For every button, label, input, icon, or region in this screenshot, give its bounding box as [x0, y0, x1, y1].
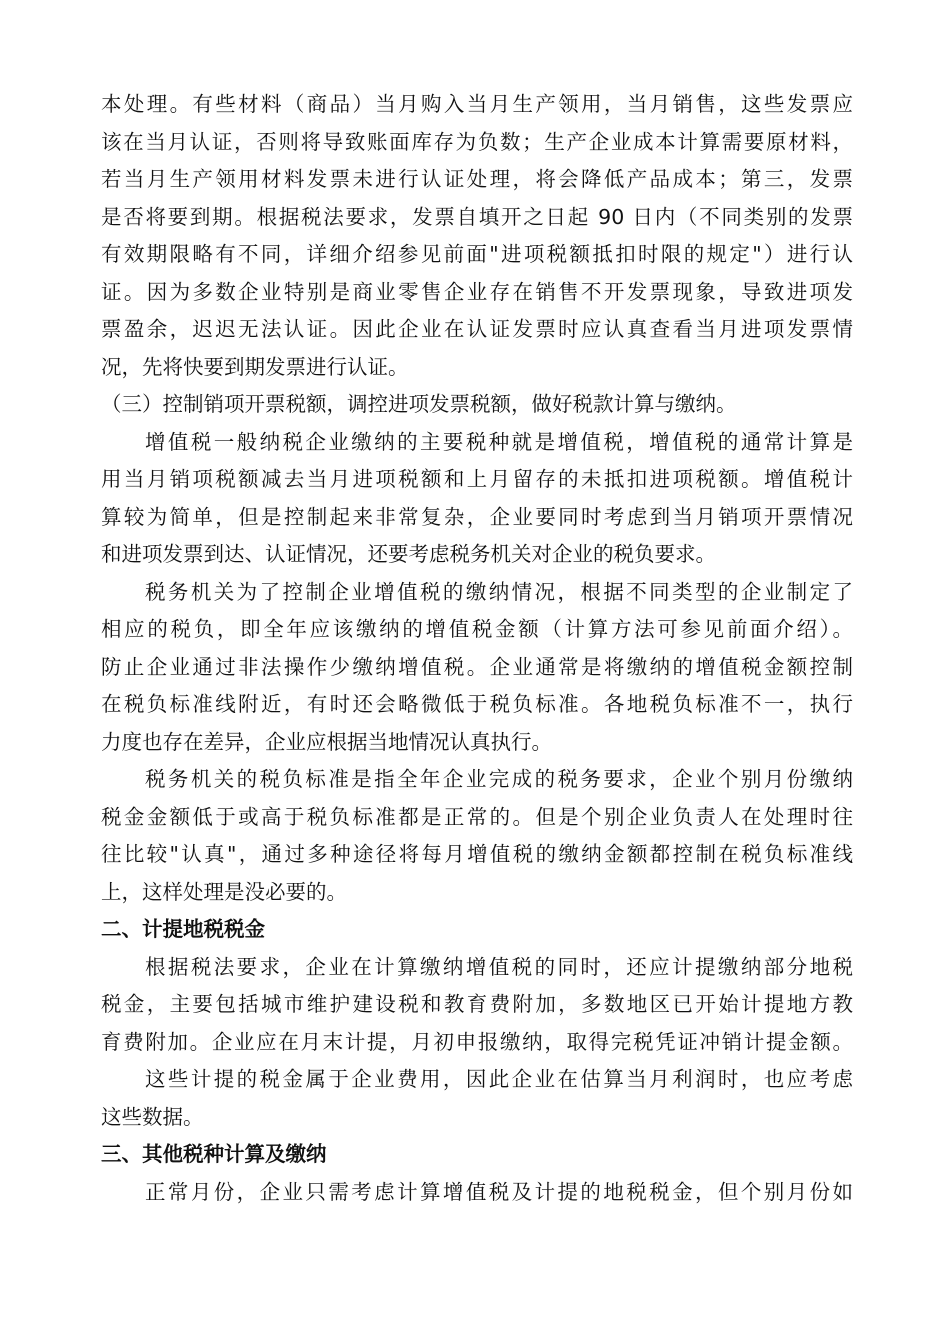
text-line: 根据税法要求，企业在计算缴纳增值税的同时，还应计提缴纳部分地税 — [145, 954, 853, 979]
section-heading: 二、计提地税税金 — [101, 917, 265, 941]
section-heading: 三、其他税种计算及缴纳 — [101, 1142, 327, 1166]
text-line: 用当月销项税额减去当月进项税额和上月留存的未抵扣进项税额。增值税计 — [101, 467, 853, 491]
text-line: 算较为简单，但是控制起来非常复杂，企业要同时考虑到当月销项开票情况 — [101, 504, 853, 529]
text-line: 有效期限略有不同，详细介绍参见前面"进项税额抵扣时限的规定"）进行认 — [101, 242, 853, 266]
text-line: 况，先将快要到期发票进行认证。 — [101, 354, 409, 379]
text-line: 增值税一般纳税企业缴纳的主要税种就是增值税，增值税的通常计算是 — [145, 429, 853, 454]
text-line: 防止企业通过非法操作少缴纳增值税。企业通常是将缴纳的增值税金额控制 — [101, 654, 853, 679]
text-line: （三）控制销项开票税额，调控进项发票税额，做好税款计算与缴纳。 — [101, 392, 737, 416]
text-line: 这些数据。 — [101, 1104, 204, 1129]
text-line: 若当月生产领用材料发票未进行认证处理，将会降低产品成本；第三，发票 — [101, 167, 853, 191]
text-line: 上，这样处理是没必要的。 — [101, 879, 347, 904]
text-line: 税务机关为了控制企业增值税的缴纳情况，根据不同类型的企业制定了 — [145, 579, 853, 604]
text-line: 税金金额低于或高于税负标准都是正常的。但是个别企业负责人在处理时往 — [101, 804, 853, 829]
text-line: 育费附加。企业应在月末计提，月初申报缴纳，取得完税凭证冲销计提金额。 — [101, 1029, 853, 1054]
text-line: 相应的税负，即全年应该缴纳的增值税金额（计算方法可参见前面介绍）。 — [101, 617, 853, 641]
text-line: 该在当月认证，否则将导致账面库存为负数；生产企业成本计算需要原材料， — [101, 129, 853, 154]
text-line: 税务机关的税负标准是指全年企业完成的税务要求，企业个别月份缴纳 — [145, 767, 853, 791]
text-line: 和进项发票到达、认证情况，还要考虑税务机关对企业的税负要求。 — [101, 542, 716, 566]
text-line: 往比较"认真"，通过多种途径将每月增值税的缴纳金额都控制在税负标准线 — [101, 842, 853, 866]
document-page — [101, 86, 853, 1211]
text-line: 这些计提的税金属于企业费用，因此企业在估算当月利润时，也应考虑 — [145, 1067, 853, 1091]
text-line: 正常月份，企业只需考虑计算增值税及计提的地税税金，但个别月份如 — [145, 1179, 853, 1204]
text-line: 证。因为多数企业特别是商业零售企业存在销售不开发票现象，导致进项发 — [101, 279, 853, 304]
text-line: 本处理。有些材料（商品）当月购入当月生产领用，当月销售，这些发票应 — [101, 92, 853, 116]
text-line: 票盈余，迟迟无法认证。因此企业在认证发票时应认真查看当月进项发票情 — [101, 317, 853, 341]
text-line: 税金，主要包括城市维护建设税和教育费附加，多数地区已开始计提地方教 — [101, 992, 853, 1016]
text-line: 在税负标准线附近，有时还会略微低于税负标准。各地税负标准不一，执行 — [101, 692, 853, 716]
text-line: 力度也存在差异，企业应根据当地情况认真执行。 — [101, 729, 552, 754]
text-line: 是否将要到期。根据税法要求，发票自填开之日起 90 日内（不同类别的发票 — [101, 204, 853, 229]
